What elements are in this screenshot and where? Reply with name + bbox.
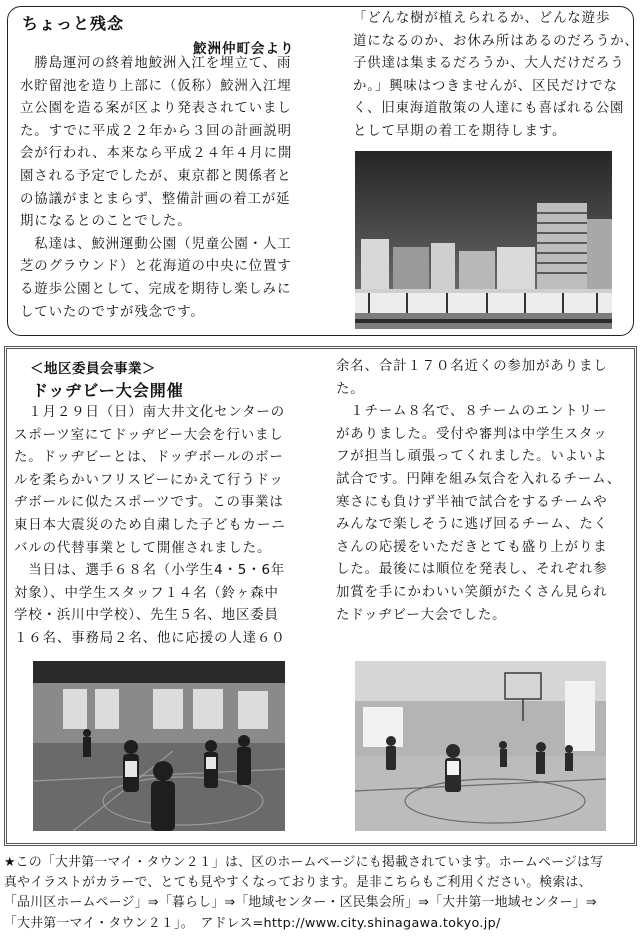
article-body-left-park xyxy=(20,53,292,324)
article-body-right-dodgebee xyxy=(336,356,621,627)
text-line: した。最後には順位を発表し、それぞれ参 xyxy=(336,562,608,578)
footer-line: 「品川区ホームページ」⇒「暮らし」⇒「地域センター・区民集会所」⇒「大井第一地域センター」⇒ xyxy=(4,895,597,911)
text-line: として早期の着工を期待します。 xyxy=(353,123,567,139)
text-line: た。ドッヂビーとは、ドッヂボールのボー xyxy=(14,450,284,466)
text-line: の協議がまとまらず、整備計画の着工が延 xyxy=(20,191,291,207)
text-line: 学校・浜川中学校）、先生５名、地区委員 xyxy=(14,608,279,624)
text-line: 当日は、選手６８名（小学生4・5・6年 xyxy=(14,563,286,579)
text-line: た。 xyxy=(336,381,365,397)
text-line: がありました。受付や審判は中学生スタッ xyxy=(336,426,608,442)
article-title-park: ちょっと残念 xyxy=(22,14,125,33)
text-line: か。」興味はつきませんが、区民だけでな xyxy=(353,78,618,94)
text-line: 「どんな樹が植えられるか、どんな遊歩 xyxy=(353,11,611,26)
text-line: 会が行われ、本来なら平成２４年４月に開 xyxy=(20,146,293,162)
gym-photo-left xyxy=(33,661,285,831)
article-body-left-dodgebee xyxy=(14,402,286,651)
article-category: ＜地区委員会事業＞ xyxy=(30,361,156,377)
footer-line: 「大井第一マイ・タウン２１」。 アドレス=http://www.city.shinagawa.tokyo.jp/ xyxy=(4,915,501,931)
text-line: 加賞を手にかわいい笑顔がたくさん見られ xyxy=(336,584,608,600)
text-line: １６名、事務局２名、他に応援の人達６０ xyxy=(14,630,286,646)
text-line: 子供達は集まるだろうか、大人だけだろう xyxy=(353,56,625,72)
text-line: していたのですが残念です。 xyxy=(20,304,205,320)
text-line: る遊歩公園として、完成を期待し楽しみに xyxy=(20,281,292,297)
text-line: みんなで楽しそうに逃げ回るチーム、たく xyxy=(336,517,608,533)
text-line: ルを柔らかいフリスビーにかえて行うドッ xyxy=(14,472,284,488)
text-line: 道になるのか、お休み所はあるのだろうか、 xyxy=(353,33,639,49)
text-line: ヂボールに似たスポーツです。この事業は xyxy=(14,495,284,511)
text-line: 立公園を造る案が区より発表されていまし xyxy=(20,101,292,117)
article-body-right-park xyxy=(353,8,639,144)
construction-site-photo xyxy=(355,151,612,329)
text-line: バルの代替事業として開催されました。 xyxy=(14,540,272,556)
text-line: 余名、合計１７０名近くの参加がありまし xyxy=(336,359,608,374)
text-line: 期になるとのことでした。 xyxy=(20,214,192,230)
text-line: 私達は、鮫洲運動公園（児童公園・人工 xyxy=(20,236,292,252)
text-line: 芝のグラウンド）と花海道の中央に位置す xyxy=(20,259,292,275)
article-byline: 鮫洲仲町会より xyxy=(193,41,295,57)
footer-line: 真やイラストがカラーで、とても見やすくなっております。是非こちらもご利用ください。検索は、 xyxy=(4,875,592,891)
footer-notice xyxy=(4,853,640,934)
text-line: 園される予定でしたが、東京都と関係者と xyxy=(20,168,292,184)
text-line: く、旧東海道散策の人達にも喜ばれる公園 xyxy=(353,101,625,117)
text-line: 東日本大震災のため自粛した子どもカーニ xyxy=(14,517,286,533)
text-line: 勝島運河の終着地鮫洲入江を埋立て、雨 xyxy=(20,56,292,71)
text-line: フが担当し頑張ってくれました。いよいよ xyxy=(336,449,608,465)
text-line: さんの応援をいただきとても盛り上がりま xyxy=(336,539,608,555)
gym-photo-right xyxy=(355,661,606,831)
text-line: た。すでに平成２２年から３回の計画説明 xyxy=(20,123,292,139)
footer-line: ★この「大井第一マイ・タウン２１」は、区のホームページにも掲載されています。ホームページは写 xyxy=(4,855,604,870)
text-line: 試合です。円陣を組み気合を入れるチーム、 xyxy=(336,471,622,487)
text-line: １月２９日（日）南大井文化センターの xyxy=(14,405,285,420)
text-line: 水貯留池を造り上部に（仮称）鮫洲入江埋 xyxy=(20,78,292,94)
article-title-dodgebee: ドッヂビー大会開催 xyxy=(32,381,184,400)
text-line: 寒さにも負けず半袖で試合をするチームや xyxy=(336,494,608,510)
text-line: １チーム８名で、８チームのエントリー xyxy=(336,404,608,420)
text-line: スポーツ室にてドッヂビー大会を行いまし xyxy=(14,427,284,443)
text-line: 対象）、中学生スタッフ１４名（鈴ヶ森中 xyxy=(14,585,279,601)
text-line: たドッヂビー大会でした。 xyxy=(336,607,507,623)
